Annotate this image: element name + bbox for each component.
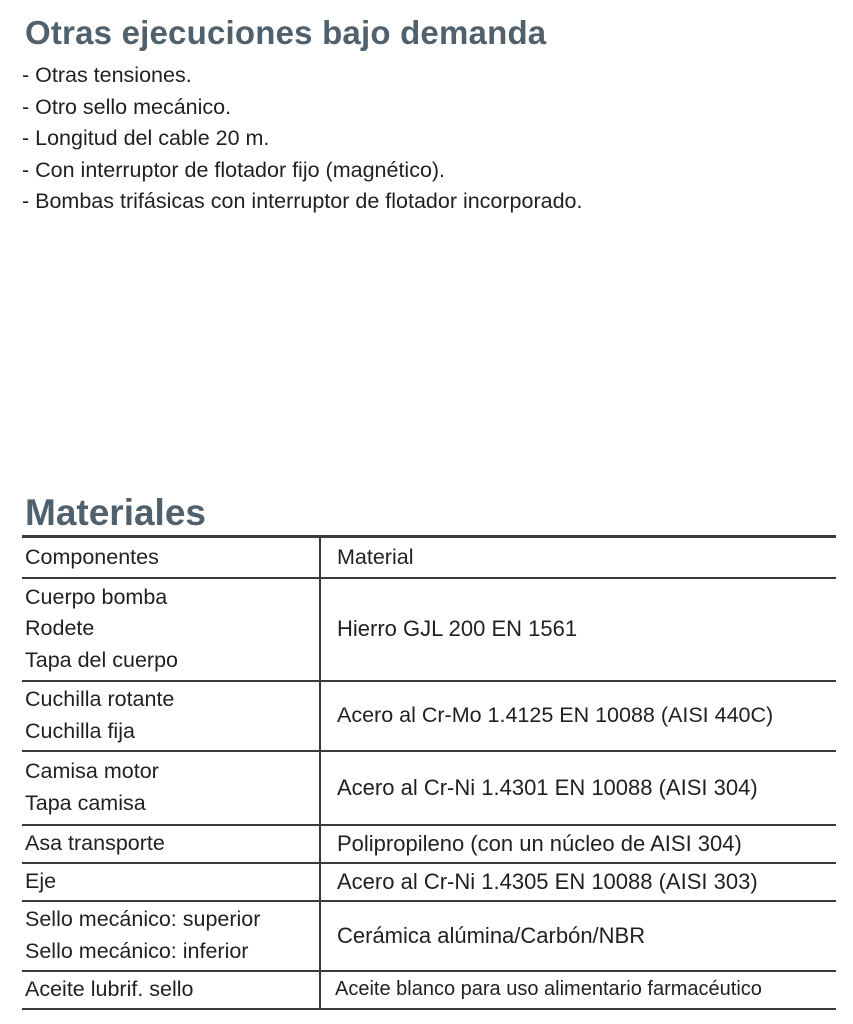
- component-label: Cuchilla rotante: [25, 687, 175, 711]
- list-item: - Otro sello mecánico.: [22, 94, 232, 119]
- components-cell: [22, 751, 320, 825]
- material-cell: Acero al Cr-Mo 1.4125 EN 10088 (AISI 440C): [320, 681, 836, 751]
- components-cell: [22, 825, 320, 863]
- components-cell: [22, 578, 320, 681]
- component-label: Asa transporte: [25, 830, 165, 855]
- list-item: - Bombas trifásicas con interruptor de flotador incorporado.: [22, 189, 583, 213]
- component-label: Eje: [25, 868, 57, 893]
- table-row: [22, 681, 836, 751]
- component-label: Cuerpo bomba: [25, 584, 168, 609]
- components-cell: [22, 863, 320, 901]
- components-cell: [22, 681, 320, 751]
- component-label: Aceite lubrif. sello: [25, 976, 194, 1001]
- table-header-row: [22, 537, 836, 578]
- table-row: [22, 578, 836, 681]
- table-row: [22, 751, 836, 825]
- component-label: Sello mecánico: superior: [25, 907, 261, 931]
- materials-table: [22, 535, 836, 1010]
- list-item: - Con interruptor de flotador fijo (magnético).: [22, 157, 446, 182]
- section-title-materiales: Materiales: [25, 492, 206, 533]
- options-list: [22, 60, 582, 218]
- material-cell: Acero al Cr-Ni 1.4305 EN 10088 (AISI 303): [320, 863, 836, 901]
- material-cell: Cerámica alúmina/Carbón/NBR: [320, 901, 836, 971]
- section-title-otras-ejecuciones: Otras ejecuciones bajo demanda: [25, 14, 547, 51]
- component-label: Tapa del cuerpo: [25, 647, 178, 672]
- component-label: Rodete: [25, 616, 95, 641]
- components-cell: [22, 901, 320, 971]
- material-cell: Acero al Cr-Ni 1.4301 EN 10088 (AISI 304): [320, 751, 836, 825]
- component-label: Sello mecánico: inferior: [25, 938, 249, 963]
- material-cell: Polipropileno (con un núcleo de AISI 304): [320, 825, 836, 863]
- list-item: - Longitud del cable 20 m.: [22, 126, 270, 150]
- material-cell: Hierro GJL 200 EN 1561: [320, 578, 836, 681]
- header-componentes: Componentes: [22, 537, 320, 578]
- table-row: [22, 825, 836, 863]
- component-label: Tapa camisa: [25, 790, 146, 815]
- header-material: Material: [320, 537, 836, 578]
- material-cell: Aceite blanco para uso alimentario farmacéutico: [320, 971, 836, 1009]
- table-row: [22, 971, 836, 1009]
- components-cell: [22, 971, 320, 1009]
- list-item: - Otras tensiones.: [22, 63, 192, 87]
- component-label: Camisa motor: [25, 759, 159, 783]
- component-label: Cuchilla fija: [25, 718, 135, 743]
- table-row: [22, 863, 836, 901]
- table-row: [22, 901, 836, 971]
